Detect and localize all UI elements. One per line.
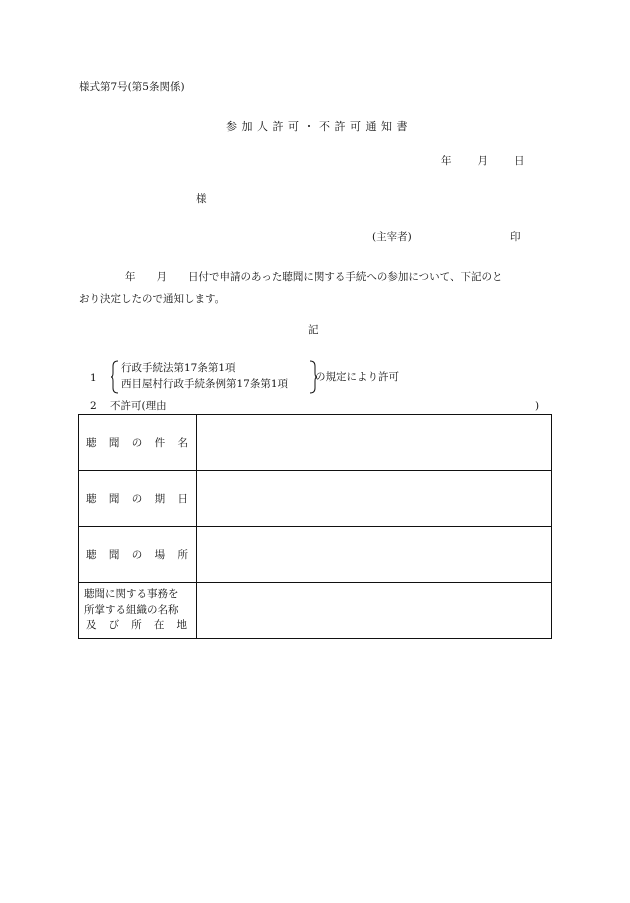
date-year-label: 年 bbox=[441, 155, 452, 167]
label-char: 地 bbox=[176, 619, 187, 632]
label-char: 聴 bbox=[86, 437, 97, 449]
document-title: 参加人許可・不許可通知書 bbox=[226, 120, 412, 133]
label-line-1: 聴聞に関する事務を bbox=[84, 588, 179, 601]
label-char: の bbox=[131, 549, 143, 561]
item-1-suffix: の規定により許可 bbox=[315, 371, 399, 383]
label-char: 所 bbox=[131, 619, 142, 632]
label-char: の bbox=[131, 493, 143, 505]
seal-mark: 印 bbox=[510, 231, 521, 243]
table-row bbox=[79, 583, 552, 639]
form-number: 様式第7号(第5条関係) bbox=[79, 81, 185, 93]
addressee-suffix: 様 bbox=[196, 193, 207, 205]
hearing-place-field[interactable] bbox=[197, 527, 552, 583]
label-char: 場 bbox=[154, 549, 166, 561]
label-char: 及 bbox=[86, 619, 97, 632]
body-text bbox=[79, 266, 549, 310]
date-line bbox=[441, 156, 525, 167]
table-row-label bbox=[79, 583, 197, 639]
body-line-1: 年 月 日付で申請のあった聴聞に関する手続への参加について、下記のと bbox=[125, 271, 503, 283]
label-char: 聞 bbox=[108, 437, 120, 449]
date-month-label: 月 bbox=[477, 155, 488, 167]
hearing-table bbox=[78, 414, 552, 639]
label-char: 日 bbox=[177, 493, 188, 505]
table-row-label bbox=[79, 527, 197, 583]
hearing-subject-field[interactable] bbox=[197, 415, 552, 471]
table-row bbox=[79, 527, 552, 583]
label-char: 件 bbox=[154, 437, 166, 449]
item-2-label: 不許可(理由 bbox=[110, 400, 167, 412]
body-line-2: おり決定したので通知します。 bbox=[79, 293, 226, 305]
item-1-law-2: 西目屋村行政手続条例第17条第1項 bbox=[121, 378, 289, 390]
label-char: の bbox=[131, 437, 143, 449]
label-char: 聞 bbox=[108, 493, 120, 505]
label-char: 名 bbox=[177, 437, 188, 449]
item-2-close-paren: ) bbox=[535, 400, 540, 412]
note-heading: 記 bbox=[308, 324, 319, 336]
organizer-label: (主宰者) bbox=[372, 231, 412, 243]
organization-field[interactable] bbox=[197, 583, 552, 639]
table-row-label bbox=[79, 471, 197, 527]
label-char: 期 bbox=[154, 493, 166, 505]
hearing-date-field[interactable] bbox=[197, 471, 552, 527]
date-day-label: 日 bbox=[514, 155, 525, 167]
table-row bbox=[79, 415, 552, 471]
label-char: 聞 bbox=[108, 549, 120, 561]
label-line-2: 所掌する組織の名称 bbox=[84, 603, 179, 616]
label-char: 在 bbox=[153, 619, 165, 632]
label-char: 聴 bbox=[86, 493, 97, 505]
table-row-label bbox=[79, 415, 197, 471]
table-row bbox=[79, 471, 552, 527]
label-char: び bbox=[108, 619, 120, 632]
item-1-number: 1 bbox=[90, 372, 97, 384]
item-1-law-1: 行政手続法第17条第1項 bbox=[121, 362, 236, 374]
label-char: 聴 bbox=[86, 549, 97, 561]
label-char: 所 bbox=[177, 549, 188, 561]
item-2-number: 2 bbox=[90, 400, 97, 412]
